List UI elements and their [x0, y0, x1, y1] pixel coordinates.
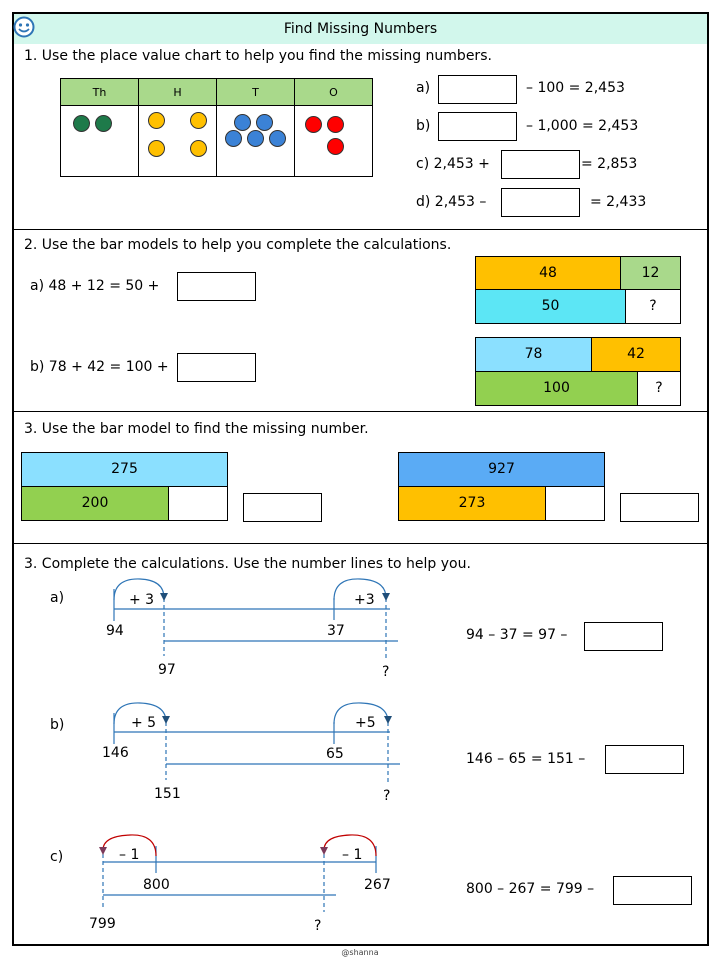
pv-header-h: H [139, 79, 217, 106]
counter-hundred [190, 112, 207, 129]
q2a-equation: a) 48 + 12 = 50 + [30, 278, 160, 294]
q4c-jump-label: – 1 [119, 847, 140, 863]
counter-ten [234, 114, 251, 131]
q4c-unknown: ? [314, 918, 322, 934]
counter-hundred [148, 112, 165, 129]
q4b-unknown: ? [383, 788, 391, 804]
q2-instruction: 2. Use the bar models to help you complete the calculations. [24, 237, 452, 253]
q2b-bar-100: 100 [475, 371, 638, 406]
q3-right-answer-box[interactable] [620, 493, 699, 522]
q4b-n1: 146 [102, 745, 129, 761]
q4a-n2: 37 [327, 623, 345, 639]
q3-right-bar-part: 273 [398, 486, 546, 521]
q4a-answer-box[interactable] [584, 622, 663, 651]
pv-header-t: T [217, 79, 295, 106]
q3-left-bar-part: 200 [21, 486, 169, 521]
q4b-n3: 151 [154, 786, 181, 802]
q1a-equation: – 100 = 2,453 [526, 80, 625, 96]
section-divider [12, 229, 709, 230]
counter-one [305, 116, 322, 133]
pv-cell-t [217, 106, 295, 177]
q2b-answer-box[interactable] [177, 353, 256, 382]
counter-one [327, 116, 344, 133]
pv-cell-th [61, 106, 139, 177]
q2a-bar-48: 48 [475, 256, 621, 290]
q3-instruction: 3. Use the bar model to find the missing number. [24, 421, 369, 437]
q4a-jump-label-2: +3 [354, 592, 375, 608]
q4c-n1: 800 [143, 877, 170, 893]
q2a-bar-unknown: ? [625, 289, 681, 324]
q1c-label: c) 2,453 + [416, 156, 490, 172]
place-value-chart [60, 78, 373, 177]
q3-left-bar-total: 275 [21, 452, 228, 487]
q1d-label: d) 2,453 – [416, 194, 487, 210]
footer-credit: @shanna [341, 948, 379, 957]
q1d-equation: = 2,433 [590, 194, 647, 210]
q4a-n1: 94 [106, 623, 124, 639]
q1b-label: b) [416, 118, 431, 134]
page-title: Find Missing Numbers [283, 21, 438, 37]
counter-ten [269, 130, 286, 147]
q2b-bar-unknown: ? [637, 371, 681, 406]
q4b-jump-label: + 5 [131, 715, 157, 731]
q1b-equation: – 1,000 = 2,453 [526, 118, 639, 134]
q1a-label: a) [416, 80, 431, 96]
q4c-equation: 800 – 267 = 799 – [466, 881, 595, 897]
q1-instruction: 1. Use the place value chart to help you find the missing numbers. [24, 48, 492, 64]
pv-header-th: Th [61, 79, 139, 106]
counter-thousand [73, 115, 90, 132]
section-divider [12, 411, 709, 412]
q2b-bar-42: 42 [591, 337, 681, 372]
q1a-answer-box[interactable] [438, 75, 517, 104]
q4c-jump-label-2: – 1 [342, 847, 363, 863]
q1d-answer-box[interactable] [501, 188, 580, 217]
q4c-label: c) [50, 849, 64, 865]
counter-ten [247, 130, 264, 147]
q2a-bar-50: 50 [475, 289, 626, 324]
q3-left-answer-box[interactable] [243, 493, 322, 522]
q4b-n2: 65 [326, 746, 344, 762]
counter-hundred [148, 140, 165, 157]
q3-right-bar-unknown [545, 486, 605, 521]
q2b-equation: b) 78 + 42 = 100 + [30, 359, 169, 375]
pv-header-o: O [295, 79, 373, 106]
counter-hundred [190, 140, 207, 157]
q4c-n2: 267 [364, 877, 391, 893]
q4c-n3: 799 [89, 916, 116, 932]
q4b-answer-box[interactable] [605, 745, 684, 774]
q4a-jump-label: + 3 [129, 592, 155, 608]
q4a-equation: 94 – 37 = 97 – [466, 627, 568, 643]
q4b-label: b) [50, 717, 65, 733]
q4a-label: a) [50, 590, 65, 606]
q3-left-bar-unknown [168, 486, 228, 521]
smiley-icon [13, 16, 35, 38]
pv-cell-h [139, 106, 217, 177]
q4-instruction: 3. Complete the calculations. Use the number lines to help you. [24, 556, 471, 572]
q1c-answer-box[interactable] [501, 150, 580, 179]
counter-one [327, 138, 344, 155]
counter-ten [225, 130, 242, 147]
q4a-n3: 97 [158, 662, 176, 678]
q2a-answer-box[interactable] [177, 272, 256, 301]
q4b-jump-label-2: +5 [355, 715, 376, 731]
q2a-bar-12: 12 [620, 256, 681, 290]
q2b-bar-78: 78 [475, 337, 592, 372]
q1c-equation: = 2,853 [581, 156, 638, 172]
q4a-unknown: ? [382, 664, 390, 680]
q4c-answer-box[interactable] [613, 876, 692, 905]
pv-cell-o [295, 106, 373, 177]
q1b-answer-box[interactable] [438, 112, 517, 141]
counter-ten [256, 114, 273, 131]
counter-thousand [95, 115, 112, 132]
q3-right-bar-total: 927 [398, 452, 605, 487]
q4b-equation: 146 – 65 = 151 – [466, 751, 586, 767]
section-divider [12, 543, 709, 544]
